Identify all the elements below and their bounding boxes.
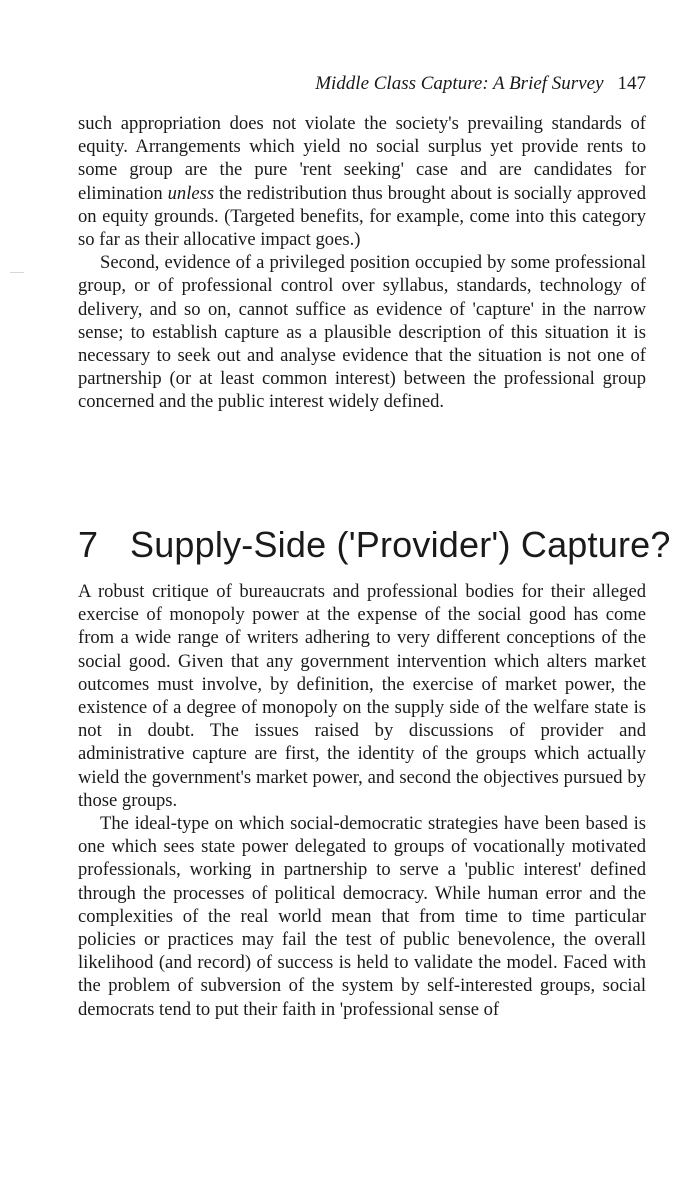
- paragraph-text: the redistribution thus brought about is socially approved on equity grounds. (Targeted benefits, for example, come into this category so far as their allocative impact goes.): [78, 182, 646, 251]
- page-number: 147: [617, 73, 646, 94]
- paragraph-ideal-type: The ideal-type on which social-democratic strategies have been based is one which sees state power delegated to groups of vocationally motivated professionals, working in partnership to serve a 'public interest' defined through the processes of political democracy. While human error and the complexities of the real world mean that from time to time particular policies or practices may fail the test of public benevolence, the overall likelihood (and record) of success is held to validate the model. Faced with the problem of subversion of the system by self-interested groups, social democrats tend to put their faith in 'professional sense of: [78, 813, 646, 1020]
- chapter-title: Supply-Side ('Provider') Capture?: [130, 524, 671, 565]
- chapter-number: 7: [78, 524, 99, 565]
- running-head-title: Middle Class Capture: A Brief Survey: [315, 73, 604, 94]
- paragraph-professional-group: Second, evidence of a privileged position occupied by some professional group, or of professional control over syllabus, standards, technology of delivery, and so on, cannot suffice as evidence of 'capture' in the narrow sense; to establish capture as a plausible description of this situation it is necessary to seek out and analyse evidence that the situation is not one of partnership (or at least common interest) between the professional group concerned and the public interest widely defined.: [78, 252, 646, 413]
- section-two-text: [78, 580, 646, 1021]
- paragraph-text: such appropriation does not violate the society's prevailing standards of equity. Arrangements which yield no social surplus yet provide rents to some group are the pure 'rent seeking' case and are candidates for elimination: [78, 113, 646, 204]
- running-head: [315, 73, 646, 95]
- margin-mark: [10, 272, 24, 273]
- emphasis-unless: unless: [167, 182, 215, 204]
- paragraph-rent-seeking: [78, 112, 646, 251]
- chapter-heading: [78, 524, 671, 566]
- section-one-text: [78, 112, 646, 414]
- paragraph-robust-critique: A robust critique of bureaucrats and professional bodies for their alleged exercise of monopoly power at the expense of the social good has come from a wide range of writers adhering to very different conceptions of the social good. Given that any government intervention which alters market outcomes must involve, by definition, the exercise of market power, the existence of a degree of monopoly on the supply side of the welfare state is not in doubt. The issues raised by discussions of provider and administrative capture are first, the identity of the groups which actually wield the government's market power, and second the objectives pursued by those groups.: [78, 581, 646, 811]
